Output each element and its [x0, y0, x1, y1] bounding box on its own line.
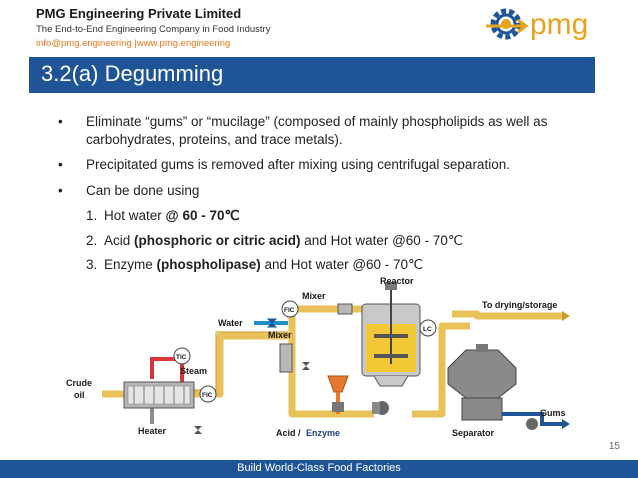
pipe-outline: [194, 332, 288, 390]
company-name: PMG Engineering Private Limited: [36, 6, 242, 21]
label-gums: Gums: [540, 408, 566, 418]
bullet-dot: •: [58, 114, 63, 129]
fic-label: FIC: [284, 307, 295, 314]
method-text: Acid: [104, 232, 135, 248]
bullet-item: [58, 182, 598, 200]
bullet-text: Eliminate “gums” or “mucilage” (composed of mainly phospholipids as well as carbohydrates, proteins, and trace metals).: [86, 114, 548, 147]
method-item: [58, 256, 598, 274]
footer-bar: [0, 460, 638, 478]
bullet-text: Precipitated gums is removed after mixing using centrifugal separation.: [86, 157, 510, 172]
bullet-list: [58, 113, 598, 281]
label-mixer-top: Mixer: [302, 291, 326, 301]
logo-text: pmg: [530, 8, 589, 41]
label-water: Water: [218, 318, 243, 328]
heater: [124, 382, 194, 408]
company-contact: info@pmg.engineering |www.pmg.engineering: [36, 38, 231, 49]
arrow-icon: [562, 311, 570, 321]
degumming-process-diagram: [62, 274, 602, 446]
slide-title-bar: [29, 57, 595, 93]
valve-icon: [302, 362, 310, 370]
gear-icon: [486, 11, 526, 37]
method-bold: (phospholipase): [156, 257, 261, 272]
method-number: 2.: [86, 232, 98, 248]
page-number: 15: [608, 441, 620, 452]
lc-instrument: [420, 320, 436, 336]
method-text: Enzyme: [104, 257, 157, 272]
tic-label: TIC: [176, 354, 187, 361]
label-reactor: Reactor: [380, 276, 414, 286]
fic-label: FIC: [202, 392, 213, 399]
method-bold: @ 60 - 70℃: [165, 208, 240, 223]
label-separator: Separator: [452, 428, 495, 438]
bullet-dot: •: [58, 157, 63, 172]
arrow-icon: [562, 419, 570, 429]
fic-instrument-water: [282, 301, 298, 317]
bullet-item: [58, 156, 598, 174]
label-acid: Acid: [276, 428, 296, 438]
bullet-dot: •: [58, 182, 63, 198]
static-mixer: [280, 344, 292, 372]
method-item: [58, 207, 598, 225]
method-number: 3.: [86, 257, 98, 272]
pump-icon: [372, 401, 389, 415]
separator: [448, 344, 516, 420]
method-item: [58, 232, 598, 250]
acid-enzyme-tank: [328, 376, 348, 414]
static-mixer: [338, 304, 352, 314]
slide-title: 3.2(a) Degumming: [41, 61, 224, 86]
method-bold: (phosphoric or citric acid): [134, 232, 301, 248]
label-heater: Heater: [138, 426, 167, 436]
method-rest: and Hot water @60 - 70℃: [260, 257, 424, 272]
method-rest: and Hot water @60 - 70℃: [300, 232, 463, 248]
valve-icon: [194, 426, 202, 434]
lc-label: LC: [423, 326, 432, 333]
company-tagline: The End-to-End Engineering Company in Food Industry: [36, 24, 271, 35]
label-slash: /: [298, 428, 301, 438]
label-oil: oil: [74, 390, 85, 400]
reactor-vessel: [362, 282, 420, 386]
label-crude: Crude: [66, 378, 93, 388]
method-number: 1.: [86, 208, 98, 223]
method-text: Hot water: [104, 208, 166, 223]
footer-text: Build World-Class Food Factories: [237, 462, 401, 474]
bullet-text: Can be done using: [86, 182, 200, 198]
label-mixer: Mixer: [268, 330, 292, 340]
fic-instrument-steam: [200, 386, 216, 402]
label-drying: To drying/storage: [482, 300, 558, 310]
tic-instrument: [174, 348, 190, 364]
pmg-logo: [484, 4, 604, 48]
bullet-item: [58, 113, 598, 148]
pump-icon: [526, 418, 538, 430]
label-steam: Steam: [180, 366, 208, 376]
label-enzyme: Enzyme: [306, 428, 341, 438]
